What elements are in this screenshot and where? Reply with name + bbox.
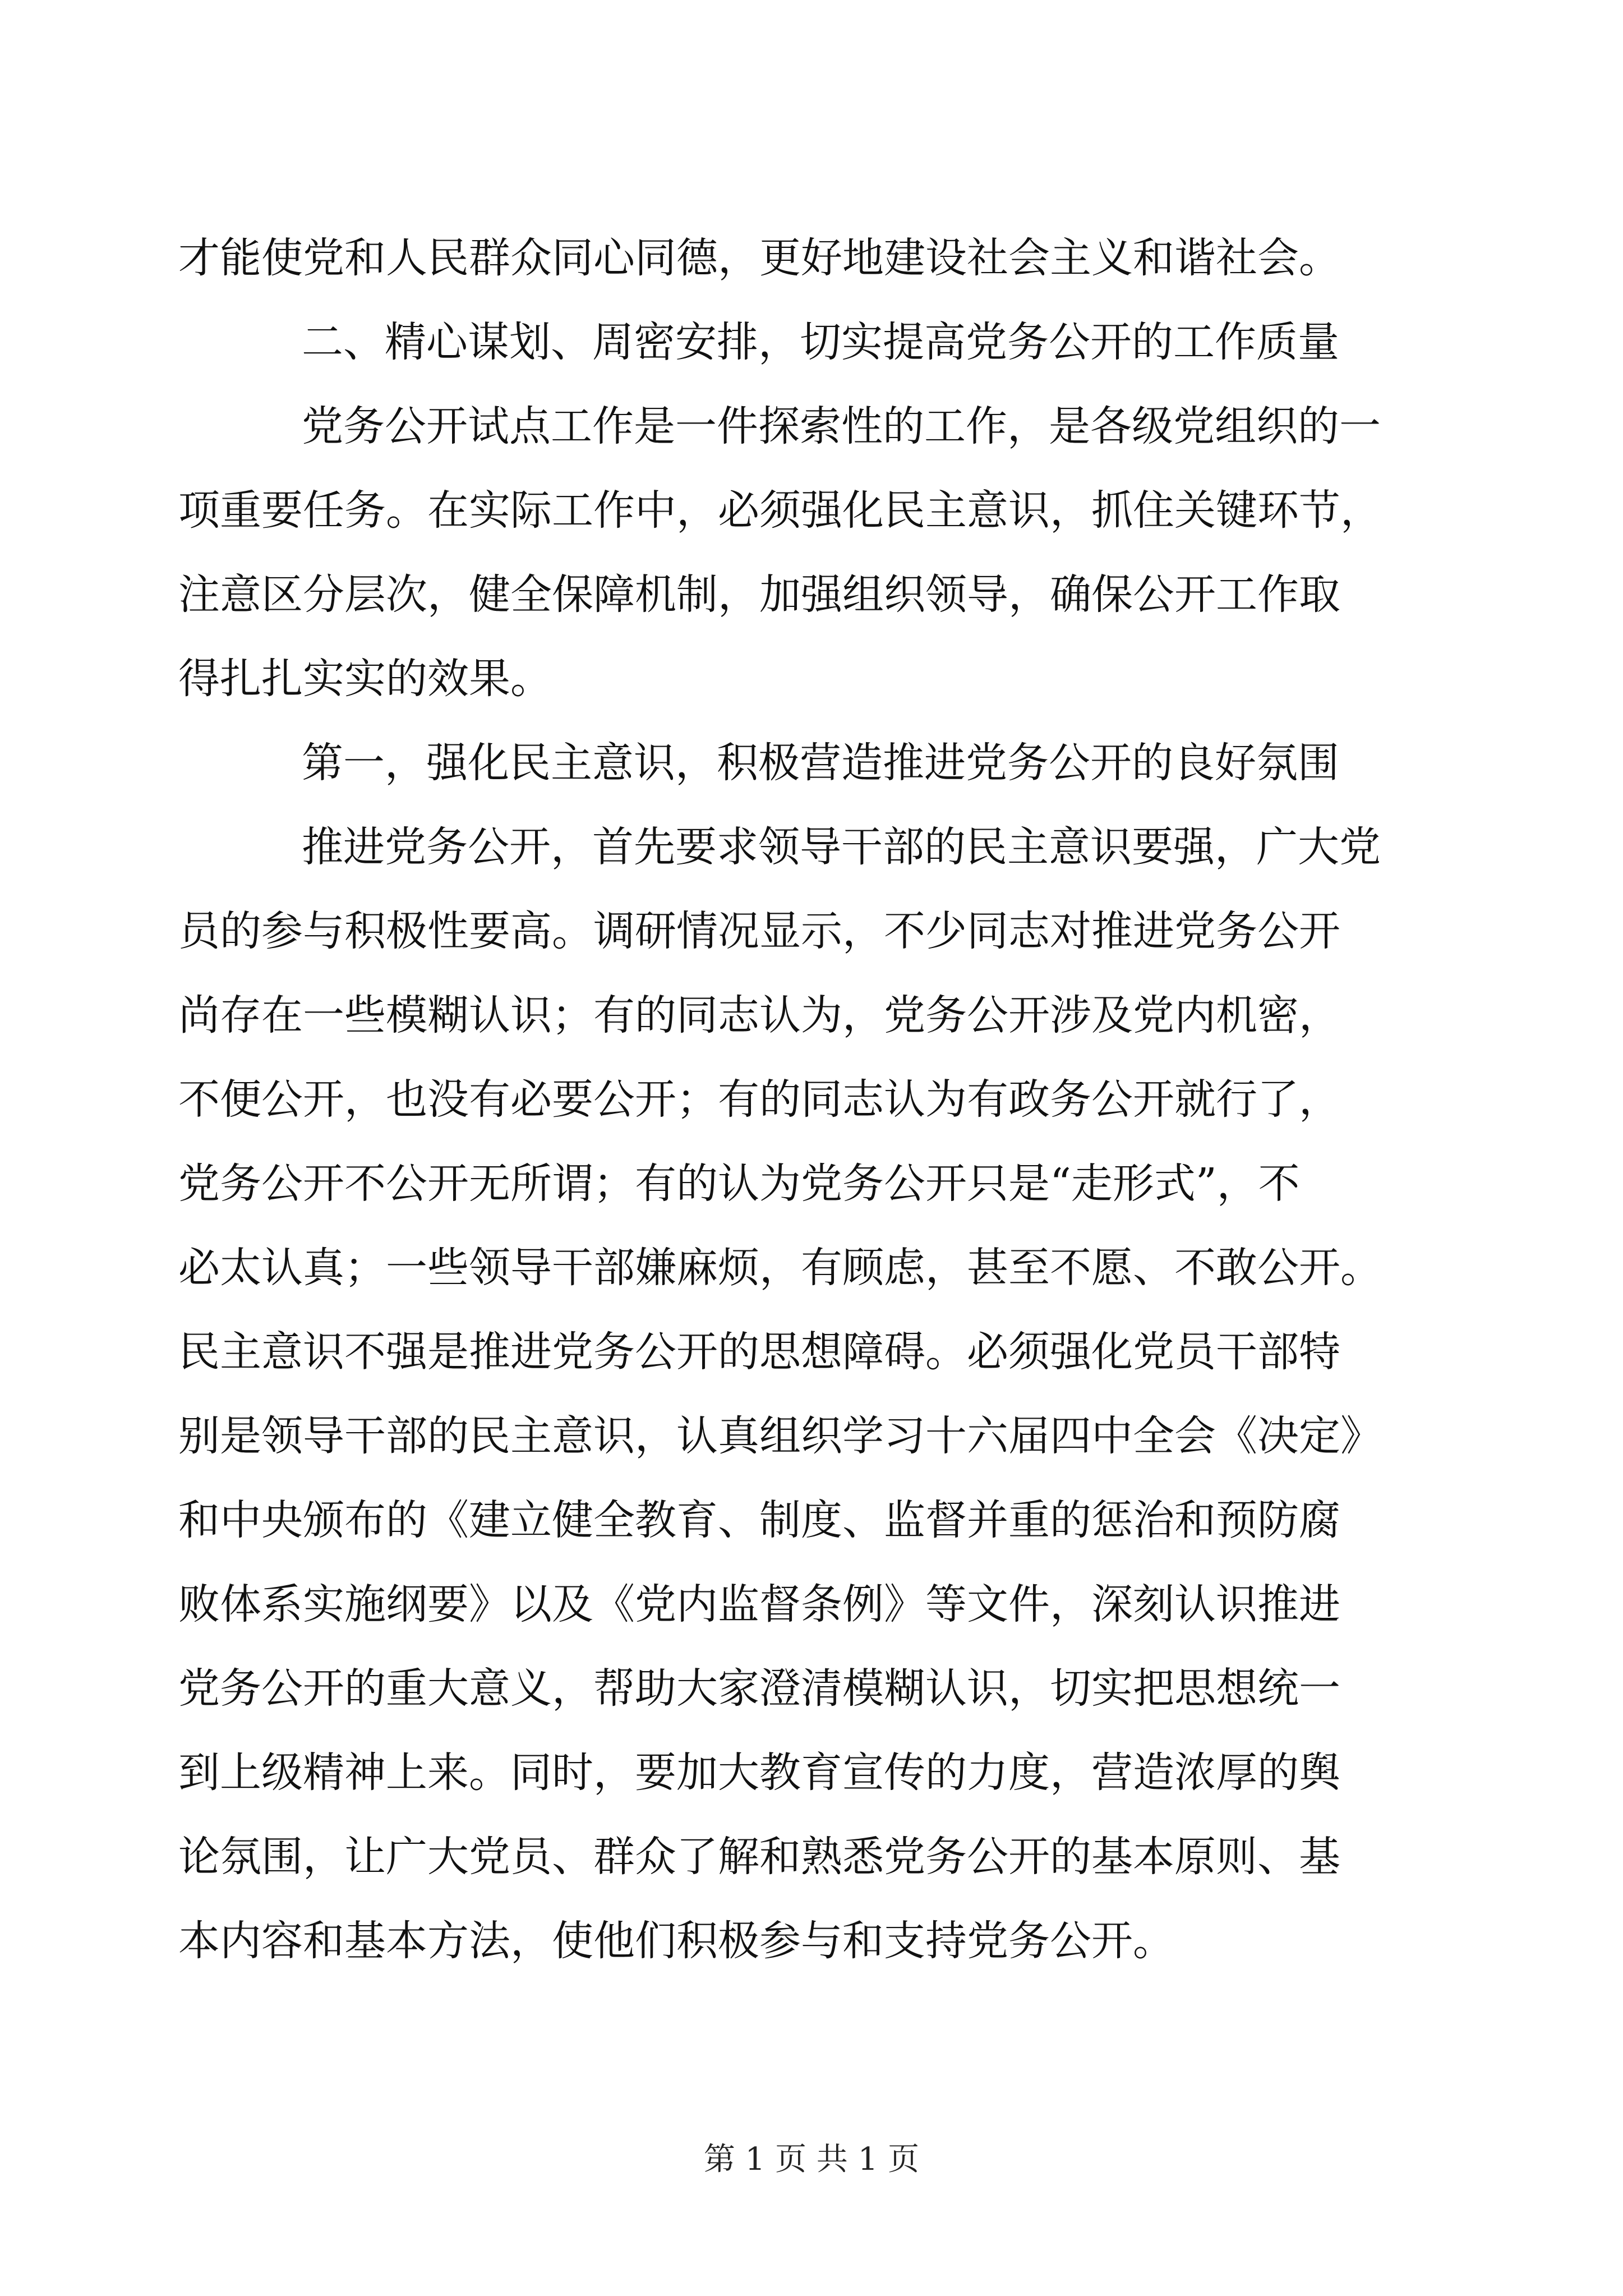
text-line: 尚存在一些模糊认识；有的同志认为，党务公开涉及党内机密， <box>178 991 1340 1039</box>
text-line: 本内容和基本方法，使他们积极参与和支持党务公开。 <box>178 1917 1174 1965</box>
text-line: 到上级精神上来。同时，要加大教育宣传的力度，营造浓厚的舆 <box>178 1749 1340 1797</box>
text-line: 党务公开的重大意义，帮助大家澄清模糊认识，切实把思想统一 <box>178 1664 1340 1713</box>
text-line: 民主意识不强是推进党务公开的思想障碍。必须强化党员干部特 <box>178 1328 1340 1376</box>
text-line: 党务公开试点工作是一件探索性的工作，是各级党组织的一 <box>302 402 1381 450</box>
text-line: 别是领导干部的民主意识，认真组织学习十六届四中全会《决定》 <box>178 1412 1382 1460</box>
text-line: 注意区分层次，健全保障机制，加强组织领导，确保公开工作取 <box>178 570 1340 619</box>
text-line: 才能使党和人民群众同心同德，更好地建设社会主义和谐社会。 <box>178 234 1340 282</box>
subsection-heading: 第一，强化民主意识，积极营造推进党务公开的良好氛围 <box>302 739 1339 787</box>
text-line: 论氛围，让广大党员、群众了解和熟悉党务公开的基本原则、基 <box>178 1833 1340 1881</box>
page-number-footer: 第 1 页 共 1 页 <box>703 2141 920 2178</box>
text-line: 项重要任务。在实际工作中，必须强化民主意识，抓住关键环节， <box>178 486 1382 535</box>
text-line: 员的参与积极性要高。调研情况显示，不少同志对推进党务公开 <box>178 907 1340 955</box>
section-heading: 二、精心谋划、周密安排，切实提高党务公开的工作质量 <box>302 318 1339 366</box>
text-line: 党务公开不公开无所谓；有的认为党务公开只是“走形式”，不 <box>178 1159 1300 1208</box>
text-line: 推进党务公开，首先要求领导干部的民主意识要强，广大党 <box>302 823 1381 871</box>
text-line: 得扎扎实实的效果。 <box>178 655 552 703</box>
text-line: 败体系实施纲要》以及《党内监督条例》等文件，深刻认识推进 <box>178 1580 1340 1628</box>
text-line: 必太认真；一些领导干部嫌麻烦，有顾虑，甚至不愿、不敢公开。 <box>178 1244 1382 1292</box>
text-line: 不便公开，也没有必要公开；有的同志认为有政务公开就行了， <box>178 1075 1340 1124</box>
text-line: 和中央颁布的《建立健全教育、制度、监督并重的惩治和预防腐 <box>178 1496 1340 1544</box>
